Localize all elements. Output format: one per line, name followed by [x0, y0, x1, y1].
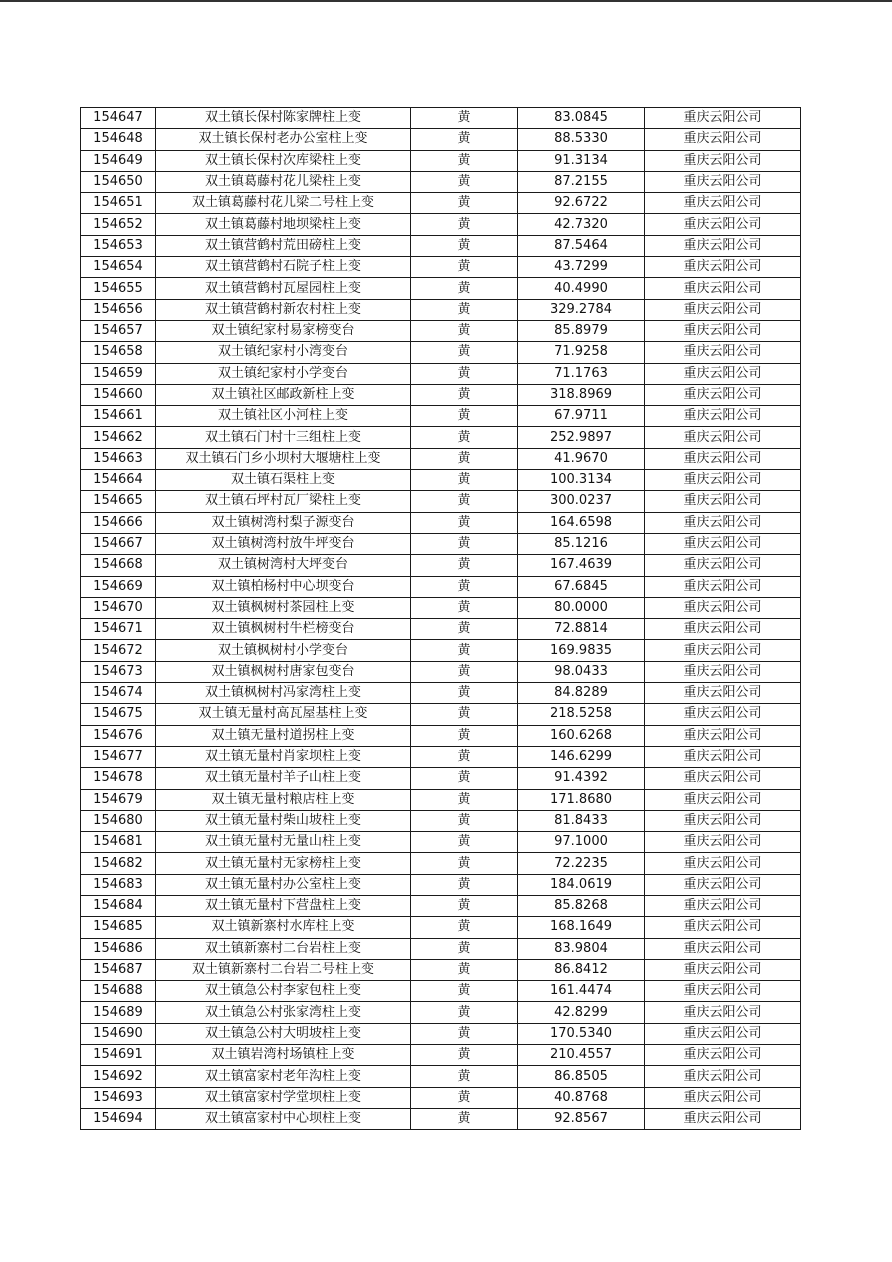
- location-cell: 双土镇石门乡小坝村大堰塘柱上变: [156, 448, 411, 469]
- level-cell: 黄: [411, 597, 518, 618]
- value-cell: 171.8680: [518, 789, 645, 810]
- location-cell: 双土镇纪家村小学变台: [156, 363, 411, 384]
- company-cell: 重庆云阳公司: [645, 235, 801, 256]
- level-cell: 黄: [411, 640, 518, 661]
- company-cell: 重庆云阳公司: [645, 384, 801, 405]
- id-cell: 154679: [81, 789, 156, 810]
- location-cell: 双土镇富家村中心坝柱上变: [156, 1108, 411, 1129]
- value-cell: 85.8268: [518, 895, 645, 916]
- value-cell: 168.1649: [518, 917, 645, 938]
- value-cell: 40.8768: [518, 1087, 645, 1108]
- table-row: [81, 789, 801, 810]
- table-row: [81, 214, 801, 235]
- id-cell: 154657: [81, 320, 156, 341]
- level-cell: 黄: [411, 235, 518, 256]
- table-row: [81, 533, 801, 554]
- value-cell: 210.4557: [518, 1045, 645, 1066]
- level-cell: 黄: [411, 533, 518, 554]
- value-cell: 146.6299: [518, 746, 645, 767]
- table-row: [81, 981, 801, 1002]
- id-cell: 154669: [81, 576, 156, 597]
- location-cell: 双土镇枫树村唐家包变台: [156, 661, 411, 682]
- location-cell: 双土镇营鹤村瓦屋园柱上变: [156, 278, 411, 299]
- value-cell: 164.6598: [518, 512, 645, 533]
- value-cell: 67.9711: [518, 406, 645, 427]
- level-cell: 黄: [411, 959, 518, 980]
- level-cell: 黄: [411, 427, 518, 448]
- id-cell: 154677: [81, 746, 156, 767]
- company-cell: 重庆云阳公司: [645, 874, 801, 895]
- level-cell: 黄: [411, 746, 518, 767]
- value-cell: 252.9897: [518, 427, 645, 448]
- level-cell: 黄: [411, 810, 518, 831]
- location-cell: 双土镇无量村办公室柱上变: [156, 874, 411, 895]
- value-cell: 98.0433: [518, 661, 645, 682]
- company-cell: 重庆云阳公司: [645, 683, 801, 704]
- table-row: [81, 491, 801, 512]
- table-row: [81, 746, 801, 767]
- location-cell: 双土镇枫树村小学变台: [156, 640, 411, 661]
- id-cell: 154652: [81, 214, 156, 235]
- value-cell: 91.3134: [518, 150, 645, 171]
- location-cell: 双土镇社区小河柱上变: [156, 406, 411, 427]
- company-cell: 重庆云阳公司: [645, 512, 801, 533]
- id-cell: 154648: [81, 129, 156, 150]
- location-cell: 双土镇无量村道拐柱上变: [156, 725, 411, 746]
- id-cell: 154647: [81, 108, 156, 129]
- id-cell: 154660: [81, 384, 156, 405]
- level-cell: 黄: [411, 129, 518, 150]
- location-cell: 双土镇新寨村二台岩柱上变: [156, 938, 411, 959]
- id-cell: 154650: [81, 171, 156, 192]
- location-cell: 双土镇新寨村水库柱上变: [156, 917, 411, 938]
- table-row: [81, 704, 801, 725]
- id-cell: 154667: [81, 533, 156, 554]
- value-cell: 40.4990: [518, 278, 645, 299]
- company-cell: 重庆云阳公司: [645, 661, 801, 682]
- value-cell: 72.8814: [518, 619, 645, 640]
- location-cell: 双土镇柏杨村中心坝变台: [156, 576, 411, 597]
- location-cell: 双土镇石渠柱上变: [156, 470, 411, 491]
- value-cell: 80.0000: [518, 597, 645, 618]
- company-cell: 重庆云阳公司: [645, 832, 801, 853]
- company-cell: 重庆云阳公司: [645, 725, 801, 746]
- company-cell: 重庆云阳公司: [645, 1087, 801, 1108]
- id-cell: 154672: [81, 640, 156, 661]
- location-cell: 双土镇营鹤村石院子柱上变: [156, 257, 411, 278]
- location-cell: 双土镇无量村高瓦屋基柱上变: [156, 704, 411, 725]
- value-cell: 85.8979: [518, 320, 645, 341]
- table-row: [81, 597, 801, 618]
- location-cell: 双土镇枫树村茶园柱上变: [156, 597, 411, 618]
- value-cell: 71.1763: [518, 363, 645, 384]
- table-body: [81, 108, 801, 1130]
- location-cell: 双土镇树湾村大坪变台: [156, 555, 411, 576]
- id-cell: 154673: [81, 661, 156, 682]
- company-cell: 重庆云阳公司: [645, 810, 801, 831]
- level-cell: 黄: [411, 1045, 518, 1066]
- table-row: [81, 661, 801, 682]
- company-cell: 重庆云阳公司: [645, 214, 801, 235]
- level-cell: 黄: [411, 704, 518, 725]
- level-cell: 黄: [411, 470, 518, 491]
- id-cell: 154682: [81, 853, 156, 874]
- level-cell: 黄: [411, 448, 518, 469]
- location-cell: 双土镇急公村李家包柱上变: [156, 981, 411, 1002]
- level-cell: 黄: [411, 1002, 518, 1023]
- level-cell: 黄: [411, 832, 518, 853]
- id-cell: 154658: [81, 342, 156, 363]
- id-cell: 154662: [81, 427, 156, 448]
- value-cell: 169.9835: [518, 640, 645, 661]
- id-cell: 154686: [81, 938, 156, 959]
- value-cell: 83.9804: [518, 938, 645, 959]
- level-cell: 黄: [411, 917, 518, 938]
- location-cell: 双土镇长保村老办公室柱上变: [156, 129, 411, 150]
- table-row: [81, 555, 801, 576]
- level-cell: 黄: [411, 406, 518, 427]
- id-cell: 154683: [81, 874, 156, 895]
- location-cell: 双土镇营鹤村荒田磅柱上变: [156, 235, 411, 256]
- value-cell: 87.2155: [518, 171, 645, 192]
- location-cell: 双土镇无量村羊子山柱上变: [156, 768, 411, 789]
- company-cell: 重庆云阳公司: [645, 1066, 801, 1087]
- company-cell: 重庆云阳公司: [645, 1002, 801, 1023]
- table-row: [81, 193, 801, 214]
- value-cell: 86.8505: [518, 1066, 645, 1087]
- company-cell: 重庆云阳公司: [645, 129, 801, 150]
- company-cell: 重庆云阳公司: [645, 406, 801, 427]
- company-cell: 重庆云阳公司: [645, 959, 801, 980]
- level-cell: 黄: [411, 384, 518, 405]
- id-cell: 154676: [81, 725, 156, 746]
- value-cell: 72.2235: [518, 853, 645, 874]
- company-cell: 重庆云阳公司: [645, 619, 801, 640]
- table-row: [81, 1023, 801, 1044]
- value-cell: 91.4392: [518, 768, 645, 789]
- level-cell: 黄: [411, 1108, 518, 1129]
- location-cell: 双土镇岩湾村场镇柱上变: [156, 1045, 411, 1066]
- id-cell: 154666: [81, 512, 156, 533]
- value-cell: 160.6268: [518, 725, 645, 746]
- location-cell: 双土镇无量村无家榜柱上变: [156, 853, 411, 874]
- location-cell: 双土镇营鹤村新农村柱上变: [156, 299, 411, 320]
- table-row: [81, 406, 801, 427]
- value-cell: 41.9670: [518, 448, 645, 469]
- level-cell: 黄: [411, 938, 518, 959]
- location-cell: 双土镇无量村柴山坡柱上变: [156, 810, 411, 831]
- value-cell: 92.6722: [518, 193, 645, 214]
- id-cell: 154693: [81, 1087, 156, 1108]
- level-cell: 黄: [411, 108, 518, 129]
- level-cell: 黄: [411, 512, 518, 533]
- table-row: [81, 448, 801, 469]
- id-cell: 154678: [81, 768, 156, 789]
- table-row: [81, 619, 801, 640]
- id-cell: 154661: [81, 406, 156, 427]
- id-cell: 154687: [81, 959, 156, 980]
- id-cell: 154684: [81, 895, 156, 916]
- level-cell: 黄: [411, 363, 518, 384]
- company-cell: 重庆云阳公司: [645, 533, 801, 554]
- value-cell: 81.8433: [518, 810, 645, 831]
- location-cell: 双土镇社区邮政新柱上变: [156, 384, 411, 405]
- location-cell: 双土镇葛藤村花儿梁二号柱上变: [156, 193, 411, 214]
- company-cell: 重庆云阳公司: [645, 789, 801, 810]
- table-row: [81, 512, 801, 533]
- table-row: [81, 299, 801, 320]
- value-cell: 170.5340: [518, 1023, 645, 1044]
- value-cell: 92.8567: [518, 1108, 645, 1129]
- level-cell: 黄: [411, 768, 518, 789]
- company-cell: 重庆云阳公司: [645, 1045, 801, 1066]
- id-cell: 154653: [81, 235, 156, 256]
- table-row: [81, 384, 801, 405]
- company-cell: 重庆云阳公司: [645, 257, 801, 278]
- location-cell: 双土镇富家村学堂坝柱上变: [156, 1087, 411, 1108]
- value-cell: 42.7320: [518, 214, 645, 235]
- value-cell: 43.7299: [518, 257, 645, 278]
- company-cell: 重庆云阳公司: [645, 895, 801, 916]
- table-row: [81, 895, 801, 916]
- company-cell: 重庆云阳公司: [645, 704, 801, 725]
- level-cell: 黄: [411, 1066, 518, 1087]
- id-cell: 154675: [81, 704, 156, 725]
- location-cell: 双土镇葛藤村地坝梁柱上变: [156, 214, 411, 235]
- location-cell: 双土镇石门村十三组柱上变: [156, 427, 411, 448]
- table-row: [81, 470, 801, 491]
- id-cell: 154680: [81, 810, 156, 831]
- table-row: [81, 278, 801, 299]
- location-cell: 双土镇树湾村放牛坪变台: [156, 533, 411, 554]
- value-cell: 167.4639: [518, 555, 645, 576]
- id-cell: 154674: [81, 683, 156, 704]
- table-row: [81, 257, 801, 278]
- company-cell: 重庆云阳公司: [645, 470, 801, 491]
- company-cell: 重庆云阳公司: [645, 342, 801, 363]
- location-cell: 双土镇无量村无量山柱上变: [156, 832, 411, 853]
- location-cell: 双土镇纪家村易家榜变台: [156, 320, 411, 341]
- company-cell: 重庆云阳公司: [645, 597, 801, 618]
- id-cell: 154691: [81, 1045, 156, 1066]
- table-row: [81, 1087, 801, 1108]
- value-cell: 218.5258: [518, 704, 645, 725]
- table-row: [81, 938, 801, 959]
- level-cell: 黄: [411, 1023, 518, 1044]
- company-cell: 重庆云阳公司: [645, 938, 801, 959]
- level-cell: 黄: [411, 725, 518, 746]
- location-cell: 双土镇无量村肖家坝柱上变: [156, 746, 411, 767]
- company-cell: 重庆云阳公司: [645, 981, 801, 1002]
- id-cell: 154690: [81, 1023, 156, 1044]
- id-cell: 154668: [81, 555, 156, 576]
- location-cell: 双土镇新寨村二台岩二号柱上变: [156, 959, 411, 980]
- value-cell: 97.1000: [518, 832, 645, 853]
- value-cell: 86.8412: [518, 959, 645, 980]
- table-row: [81, 427, 801, 448]
- table-row: [81, 1066, 801, 1087]
- page-top-rule: [0, 0, 892, 2]
- table-row: [81, 853, 801, 874]
- table-row: [81, 129, 801, 150]
- location-cell: 双土镇石坪村瓦厂梁柱上变: [156, 491, 411, 512]
- table-row: [81, 810, 801, 831]
- value-cell: 88.5330: [518, 129, 645, 150]
- id-cell: 154656: [81, 299, 156, 320]
- level-cell: 黄: [411, 555, 518, 576]
- level-cell: 黄: [411, 683, 518, 704]
- table-row: [81, 874, 801, 895]
- level-cell: 黄: [411, 193, 518, 214]
- id-cell: 154681: [81, 832, 156, 853]
- table-row: [81, 363, 801, 384]
- table-row: [81, 171, 801, 192]
- id-cell: 154654: [81, 257, 156, 278]
- level-cell: 黄: [411, 150, 518, 171]
- table-row: [81, 108, 801, 129]
- table-row: [81, 917, 801, 938]
- level-cell: 黄: [411, 214, 518, 235]
- id-cell: 154659: [81, 363, 156, 384]
- company-cell: 重庆云阳公司: [645, 171, 801, 192]
- level-cell: 黄: [411, 278, 518, 299]
- id-cell: 154664: [81, 470, 156, 491]
- id-cell: 154663: [81, 448, 156, 469]
- level-cell: 黄: [411, 171, 518, 192]
- table-row: [81, 150, 801, 171]
- table-row: [81, 832, 801, 853]
- company-cell: 重庆云阳公司: [645, 640, 801, 661]
- id-cell: 154670: [81, 597, 156, 618]
- id-cell: 154688: [81, 981, 156, 1002]
- location-cell: 双土镇无量村粮店柱上变: [156, 789, 411, 810]
- data-table: [80, 107, 801, 1130]
- company-cell: 重庆云阳公司: [645, 768, 801, 789]
- location-cell: 双土镇葛藤村花儿梁柱上变: [156, 171, 411, 192]
- location-cell: 双土镇枫树村牛栏榜变台: [156, 619, 411, 640]
- level-cell: 黄: [411, 491, 518, 512]
- table-row: [81, 235, 801, 256]
- company-cell: 重庆云阳公司: [645, 320, 801, 341]
- level-cell: 黄: [411, 576, 518, 597]
- id-cell: 154689: [81, 1002, 156, 1023]
- value-cell: 184.0619: [518, 874, 645, 895]
- id-cell: 154649: [81, 150, 156, 171]
- company-cell: 重庆云阳公司: [645, 150, 801, 171]
- company-cell: 重庆云阳公司: [645, 853, 801, 874]
- company-cell: 重庆云阳公司: [645, 193, 801, 214]
- id-cell: 154665: [81, 491, 156, 512]
- level-cell: 黄: [411, 342, 518, 363]
- id-cell: 154671: [81, 619, 156, 640]
- location-cell: 双土镇急公村张家湾柱上变: [156, 1002, 411, 1023]
- company-cell: 重庆云阳公司: [645, 363, 801, 384]
- table-row: [81, 959, 801, 980]
- id-cell: 154692: [81, 1066, 156, 1087]
- level-cell: 黄: [411, 257, 518, 278]
- table-row: [81, 342, 801, 363]
- company-cell: 重庆云阳公司: [645, 108, 801, 129]
- level-cell: 黄: [411, 1087, 518, 1108]
- company-cell: 重庆云阳公司: [645, 299, 801, 320]
- value-cell: 42.8299: [518, 1002, 645, 1023]
- level-cell: 黄: [411, 299, 518, 320]
- location-cell: 双土镇长保村陈家牌柱上变: [156, 108, 411, 129]
- company-cell: 重庆云阳公司: [645, 917, 801, 938]
- company-cell: 重庆云阳公司: [645, 1108, 801, 1129]
- value-cell: 87.5464: [518, 235, 645, 256]
- id-cell: 154655: [81, 278, 156, 299]
- location-cell: 双土镇树湾村梨子源变台: [156, 512, 411, 533]
- company-cell: 重庆云阳公司: [645, 278, 801, 299]
- value-cell: 161.4474: [518, 981, 645, 1002]
- location-cell: 双土镇富家村老年沟柱上变: [156, 1066, 411, 1087]
- location-cell: 双土镇长保村次库梁柱上变: [156, 150, 411, 171]
- table-row: [81, 683, 801, 704]
- value-cell: 100.3134: [518, 470, 645, 491]
- table-row: [81, 320, 801, 341]
- company-cell: 重庆云阳公司: [645, 576, 801, 597]
- company-cell: 重庆云阳公司: [645, 448, 801, 469]
- company-cell: 重庆云阳公司: [645, 1023, 801, 1044]
- level-cell: 黄: [411, 619, 518, 640]
- value-cell: 84.8289: [518, 683, 645, 704]
- table-row: [81, 768, 801, 789]
- table-row: [81, 1108, 801, 1129]
- company-cell: 重庆云阳公司: [645, 491, 801, 512]
- company-cell: 重庆云阳公司: [645, 746, 801, 767]
- location-cell: 双土镇纪家村小湾变台: [156, 342, 411, 363]
- level-cell: 黄: [411, 661, 518, 682]
- location-cell: 双土镇急公村大明坡柱上变: [156, 1023, 411, 1044]
- level-cell: 黄: [411, 853, 518, 874]
- table-row: [81, 640, 801, 661]
- company-cell: 重庆云阳公司: [645, 427, 801, 448]
- id-cell: 154685: [81, 917, 156, 938]
- level-cell: 黄: [411, 320, 518, 341]
- location-cell: 双土镇枫树村冯家湾柱上变: [156, 683, 411, 704]
- table-row: [81, 576, 801, 597]
- location-cell: 双土镇无量村下营盘柱上变: [156, 895, 411, 916]
- table-row: [81, 1002, 801, 1023]
- company-cell: 重庆云阳公司: [645, 555, 801, 576]
- value-cell: 83.0845: [518, 108, 645, 129]
- table-row: [81, 725, 801, 746]
- id-cell: 154651: [81, 193, 156, 214]
- value-cell: 300.0237: [518, 491, 645, 512]
- value-cell: 67.6845: [518, 576, 645, 597]
- level-cell: 黄: [411, 789, 518, 810]
- value-cell: 85.1216: [518, 533, 645, 554]
- value-cell: 318.8969: [518, 384, 645, 405]
- table-row: [81, 1045, 801, 1066]
- level-cell: 黄: [411, 981, 518, 1002]
- value-cell: 71.9258: [518, 342, 645, 363]
- id-cell: 154694: [81, 1108, 156, 1129]
- level-cell: 黄: [411, 895, 518, 916]
- value-cell: 329.2784: [518, 299, 645, 320]
- level-cell: 黄: [411, 874, 518, 895]
